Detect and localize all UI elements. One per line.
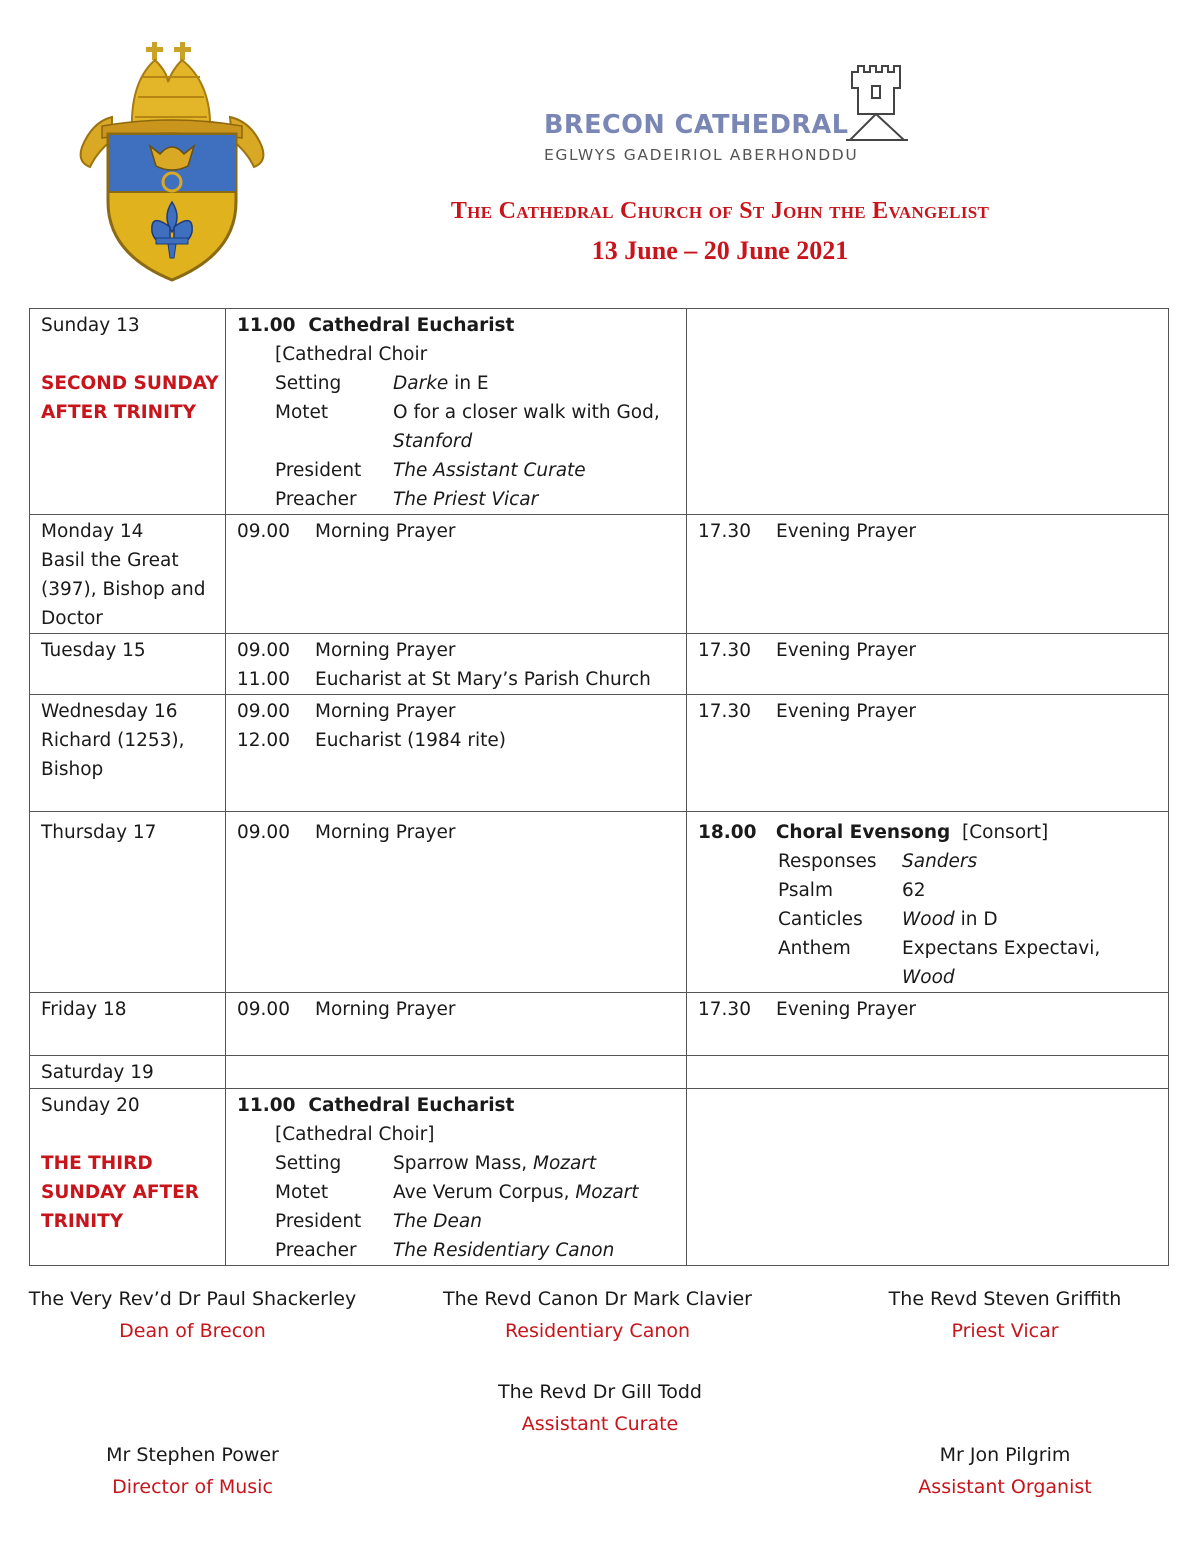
schedule-row-monday-14: [30, 515, 1169, 634]
day-cell: [30, 515, 226, 634]
morning-cell: 09.00 Morning Prayer 12.00 Eucharist (1984 rite): [226, 695, 687, 812]
schedule-row-wednesday-16: [30, 695, 1169, 812]
evening-cell: 17.30 Evening Prayer: [687, 634, 1169, 695]
diocesan-crest-logo: [72, 42, 272, 288]
document-date-range: 13 June – 20 June 2021: [591, 236, 849, 265]
day-label: Thursday 17: [41, 822, 157, 843]
motet-row: Motet O for a closer walk with God, Stanford: [275, 402, 660, 452]
morning-cell: [226, 309, 687, 515]
day-cell: [30, 309, 226, 515]
staff-director-of-music: Mr Stephen Power Director of Music: [106, 1444, 279, 1498]
logo-name: BRECON CATHEDRAL: [544, 110, 849, 140]
commemoration-label: Basil the Great (397), Bishop and Doctor: [41, 550, 206, 629]
brecon-cathedral-logo: [540, 58, 912, 168]
day-label: Friday 18: [41, 999, 127, 1020]
morning-cell: 09.00 Morning Prayer 11.00 Eucharist at St Mary’s Parish Church: [226, 634, 687, 695]
motet-row: Motet Ave Verum Corpus, Mozart: [275, 1182, 639, 1203]
morning-cell: 09.00 Morning Prayer: [226, 993, 687, 1056]
service-schedule-table: [29, 308, 1169, 1266]
evensong-title: 18.00 Choral Evensong [Consort]: [698, 822, 1049, 843]
evening-cell: 17.30 Evening Prayer: [687, 515, 1169, 634]
setting-row: Setting Sparrow Mass, Mozart: [275, 1153, 597, 1174]
day-cell: [30, 695, 226, 812]
setting-row: Setting Darke in E: [275, 373, 489, 394]
morning-cell: 09.00 Morning Prayer: [226, 515, 687, 634]
day-label: Saturday 19: [41, 1062, 154, 1083]
schedule-row-sunday-20: [30, 1089, 1169, 1266]
president-row: President The Dean: [275, 1211, 482, 1232]
cathedral-tower-icon: [846, 64, 908, 142]
service-title: 11.00 Cathedral Eucharist: [237, 315, 515, 336]
psalm-row: Psalm 62: [778, 880, 926, 901]
staff-dean: The Very Rev’d Dr Paul Shackerley Dean of Brecon: [28, 1288, 357, 1342]
day-cell: [30, 993, 226, 1056]
day-cell: [30, 812, 226, 993]
evening-cell: 17.30 Evening Prayer: [687, 695, 1169, 812]
anthem-row: Anthem Expectans Expectavi, Wood: [778, 938, 1101, 988]
morning-cell: [226, 1056, 687, 1089]
schedule-row-friday-18: [30, 993, 1169, 1056]
preacher-row: Preacher The Priest Vicar: [275, 489, 539, 510]
evening-cell: [687, 812, 1169, 993]
evening-cell: [687, 309, 1169, 515]
choir-label: [Cathedral Choir: [275, 344, 428, 365]
day-label: Wednesday 16: [41, 701, 178, 722]
logo-subtitle: EGLWYS GADEIRIOL ABERHONDDU: [544, 146, 859, 164]
day-label: Sunday 20: [41, 1095, 140, 1116]
day-label: Monday 14: [41, 521, 144, 542]
day-cell: [30, 1089, 226, 1266]
evening-cell: 17.30 Evening Prayer: [687, 993, 1169, 1056]
service-title: 11.00 Cathedral Eucharist: [237, 1095, 515, 1116]
schedule-row-sunday-13: [30, 309, 1169, 515]
staff-assistant-curate: The Revd Dr Gill Todd Assistant Curate: [498, 1381, 702, 1435]
staff-priest-vicar: The Revd Steven Griffith Priest Vicar: [888, 1288, 1122, 1342]
day-label: Sunday 13: [41, 315, 140, 336]
schedule-row-saturday-19: [30, 1056, 1169, 1089]
evening-cell: [687, 1089, 1169, 1266]
morning-cell: [226, 1089, 687, 1266]
preacher-row: Preacher The Residentiary Canon: [275, 1240, 615, 1261]
staff-assistant-organist: Mr Jon Pilgrim Assistant Organist: [918, 1444, 1092, 1498]
day-cell: [30, 1056, 226, 1089]
responses-row: Responses Sanders: [778, 851, 978, 872]
feast-label: SECOND SUNDAY AFTER TRINITY: [41, 373, 219, 423]
document-title: The Cathedral Church of St John the Evangelist: [450, 198, 990, 224]
choir-label: [Cathedral Choir]: [275, 1124, 435, 1145]
evening-cell: [687, 1056, 1169, 1089]
morning-cell: 09.00 Morning Prayer: [226, 812, 687, 993]
staff-residentiary-canon: The Revd Canon Dr Mark Clavier Residentiary Canon: [442, 1288, 752, 1342]
day-label: Tuesday 15: [41, 640, 146, 661]
commemoration-label: Richard (1253), Bishop: [41, 730, 185, 780]
canticles-row: Canticles Wood in D: [778, 909, 998, 930]
schedule-row-tuesday-15: [30, 634, 1169, 695]
feast-label: THE THIRD SUNDAY AFTER TRINITY: [41, 1153, 200, 1232]
schedule-row-thursday-17: [30, 812, 1169, 993]
president-row: President The Assistant Curate: [275, 460, 586, 481]
day-cell: [30, 634, 226, 695]
